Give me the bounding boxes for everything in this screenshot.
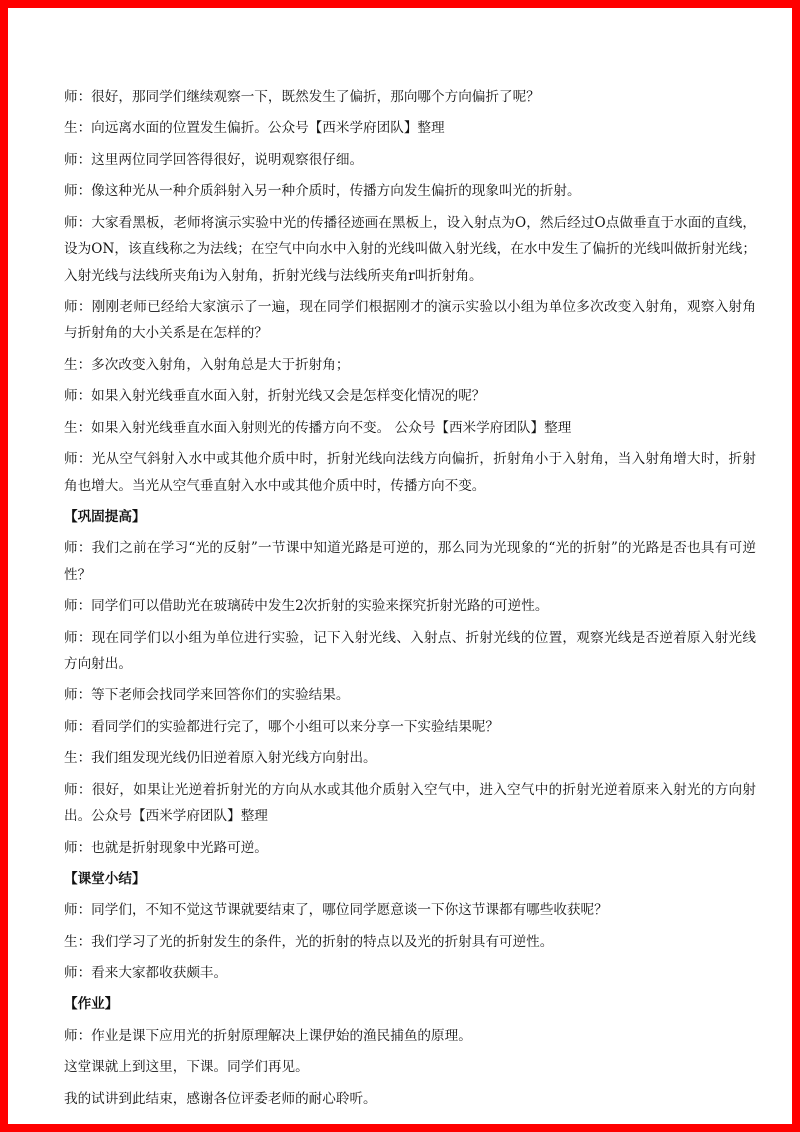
paragraph: 师：光从空气斜射入水中或其他介质中时，折射光线向法线方向偏折，折射角小于入射角，当入射角增大时，折射角也增大。当光从空气垂直射入水中或其他介质中时，传播方向不变。 — [64, 451, 756, 494]
paragraph: 师：像这种光从一种介质斜射入另一种介质时，传播方向发生偏折的现象叫光的折射。 — [64, 183, 581, 200]
paragraph: 师：大家看黑板，老师将演示实验中光的传播径迹画在黑板上，设入射点为O，然后经过O点做垂直于水面的直线，设为ON，该直线称之为法线；在空气中向水中入射的光线叫做入射光线，在水中发生了偏折的光线叫做折射光线；入射光线与法线所夹角i为入射角，折射光线与法线所夹角r叫折射角。 — [64, 214, 756, 284]
paragraph: 师：很好，那同学们继续观察一下，既然发生了偏折，那向哪个方向偏折了呢？ — [64, 89, 540, 105]
paragraph: 师：很好，如果让光逆着折射光的方向从水或其他介质射入空气中，进入空气中的折射光逆着原来入射光的方向射出。公众号【西米学府团队】整理 — [64, 781, 756, 825]
section-heading: 【作业】 — [64, 996, 119, 1013]
paragraph: 师：刚刚老师已经给大家演示了一遍，现在同学们根据刚才的演示实验以小组为单位多次改变入射角，观察入射角与折射角的大小关系是在怎样的？ — [64, 298, 756, 342]
paragraph: 师：这里两位同学回答得很好，说明观察很仔细。 — [64, 151, 364, 168]
paragraph: 生：我们学习了光的折射发生的条件，光的折射的特点以及光的折射具有可逆性。 — [64, 933, 554, 950]
paragraph: 师：同学们，不知不觉这节课就要结束了，哪位同学愿意谈一下你这节课都有哪些收获呢？ — [64, 902, 608, 919]
paragraph: 生：如果入射光线垂直水面入射则光的传播方向不变。 公众号【西米学府团队】整理 — [64, 419, 572, 436]
paragraph: 师：等下老师会找同学来回答你们的实验结果。 — [64, 687, 350, 704]
paragraph: 师：作业是课下应用光的折射原理解决上课伊始的渔民捕鱼的原理。 — [64, 1027, 472, 1044]
paragraph: 生：多次改变入射角，入射角总是大于折射角； — [64, 356, 350, 373]
paragraph: 我的试讲到此结束，感谢各位评委老师的耐心聆听。 — [64, 1090, 377, 1107]
paragraph: 这堂课就上到这里，下课。同学们再见。 — [64, 1059, 309, 1076]
paragraph: 师：我们之前在学习“光的反射”一节课中知道光路是可逆的，那么同为光现象的“光的折射”的光路是否也具有可逆性？ — [64, 540, 756, 583]
paragraph: 生：向远离水面的位置发生偏折。公众号【西米学府团队】整理 — [64, 120, 445, 137]
section-heading: 【课堂小结】 — [64, 870, 146, 887]
paragraph: 师：如果入射光线垂直水面入射，折射光线又会是怎样变化情况的呢？ — [64, 388, 486, 405]
paragraph: 师：也就是折射现象中光路可逆。 — [64, 839, 268, 856]
paragraph: 师：现在同学们以小组为单位进行实验，记下入射光线、入射点、折射光线的位置，观察光线是否逆着原入射光线方向射出。 — [64, 629, 756, 673]
section-heading: 【巩固提高】 — [64, 508, 146, 525]
document-body — [64, 84, 756, 1117]
paragraph: 生：我们组发现光线仍旧逆着原入射光线方向射出。 — [64, 750, 377, 767]
paragraph: 师：同学们可以借助光在玻璃砖中发生2次折射的实验来探究折射光路的可逆性。 — [64, 598, 549, 615]
paragraph: 师：看同学们的实验都进行完了，哪个小组可以来分享一下实验结果呢？ — [64, 718, 499, 735]
paragraph: 师：看来大家都收获颇丰。 — [64, 965, 228, 982]
